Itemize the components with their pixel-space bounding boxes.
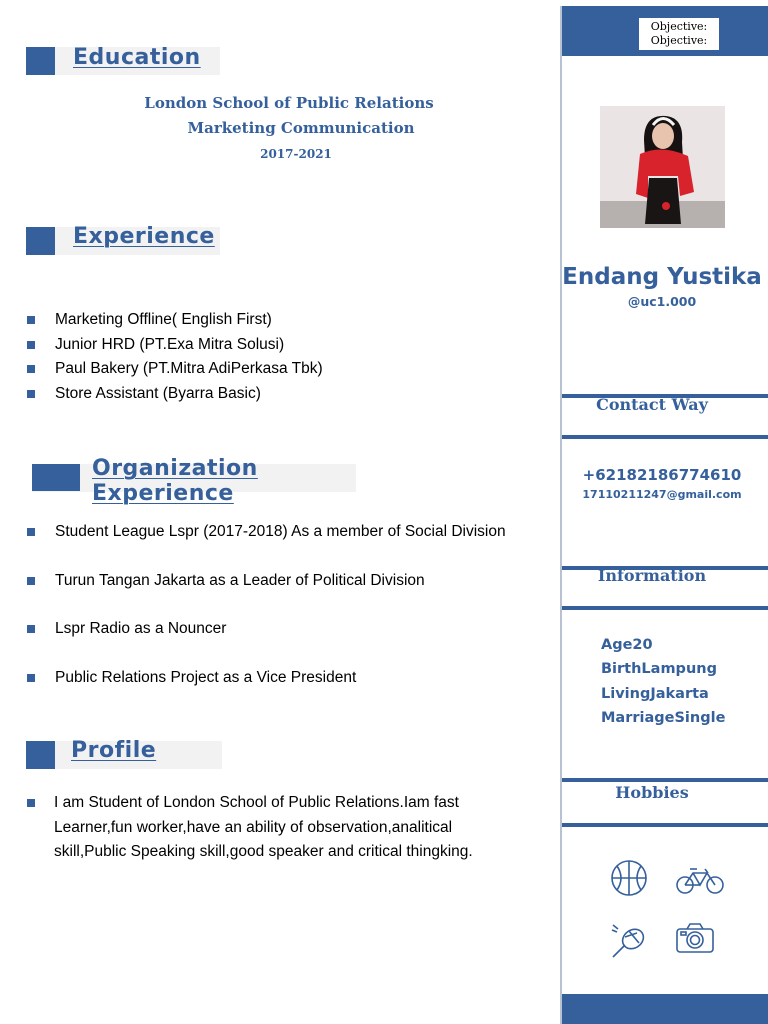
experience-list [27,308,323,406]
contact-bottom-line [562,435,768,439]
organization-heading-line2: Experience [92,481,234,506]
info-age: Age20 [601,637,653,653]
bullet-square [27,390,35,398]
experience-heading: Experience [73,224,215,249]
info-birth: BirthLampung [601,661,717,677]
profile-paragraph [27,791,473,865]
profile-header [26,738,222,769]
list-item: Paul Bakery (PT.Mitra AdiPerkasa Tbk) [27,357,323,382]
objective-line: Objective: [650,20,708,33]
contact-heading: Contact Way [596,395,708,414]
objective-line: Objective: [650,34,708,47]
organization-heading [92,456,332,508]
information-heading: Information [597,566,707,585]
bullet-square [27,674,35,682]
organization-heading-line1: Organization [92,456,258,481]
profile-line: Learner,fun worker,have an ability of observation,analitical [54,818,453,836]
person-handle: @uc1.000 [627,294,697,309]
basketball-icon [610,859,648,897]
list-item: Public Relations Project as a Vice President [27,666,506,715]
profile-heading: Profile [71,738,157,763]
education-header-square [26,47,55,75]
education-school [0,94,560,112]
list-item: Store Assistant (Byarra Basic) [27,382,323,407]
contact-email: 17110211247@gmail.com [582,488,742,501]
bullet-square [27,799,35,807]
organization-header-square [32,464,80,491]
info-living: LivingJakarta [601,686,709,702]
bullet-square [27,316,35,324]
education-header [26,47,220,75]
profile-header-square [26,741,55,769]
contact-phone: +62182186774610 [582,466,742,484]
education-heading: Education [73,45,201,70]
badminton-icon [609,921,649,961]
profile-line: I am Student of London School of Public Relations.Iam fast [54,794,459,811]
list-item: Marketing Offline( English First) [27,308,323,333]
info-marriage: MarriageSingle [601,710,726,726]
education-major: Marketing Communication [187,119,415,137]
bullet-square [27,625,35,633]
bullet-square [27,577,35,585]
bicycle-icon [675,865,725,895]
sidebar [560,6,768,1024]
bullet-square [27,341,35,349]
education-years: 2017-2021 [260,147,332,161]
profile-photo [600,106,725,228]
profile-line: skill,Public Speaking skill,good speaker and critical thingking. [54,843,473,860]
experience-header [26,224,220,255]
objective-box [639,18,719,50]
information-bottom-line [562,606,768,610]
list-item: Turun Tangan Jakarta as a Leader of Political Division [27,569,506,618]
bullet-square [27,365,35,373]
hobbies-top-line [562,778,768,782]
organization-list [27,520,506,714]
sidebar-bottom-band [562,994,768,1024]
person-name: Endang Yustika [562,264,762,290]
bullet-square [27,528,35,536]
list-item: Junior HRD (PT.Exa Mitra Solusi) [27,333,323,358]
camera-icon [675,922,715,954]
list-item: Lspr Radio as a Nouncer [27,617,506,666]
profile-photo-image [600,106,725,228]
hobbies-bottom-line [562,823,768,827]
hobbies-heading: Hobbies [615,783,689,802]
list-item: Student League Lspr (2017-2018) As a member of Social Division [27,520,506,569]
education-school-name: London School of Public Relations [144,94,434,112]
experience-header-square [26,227,55,255]
